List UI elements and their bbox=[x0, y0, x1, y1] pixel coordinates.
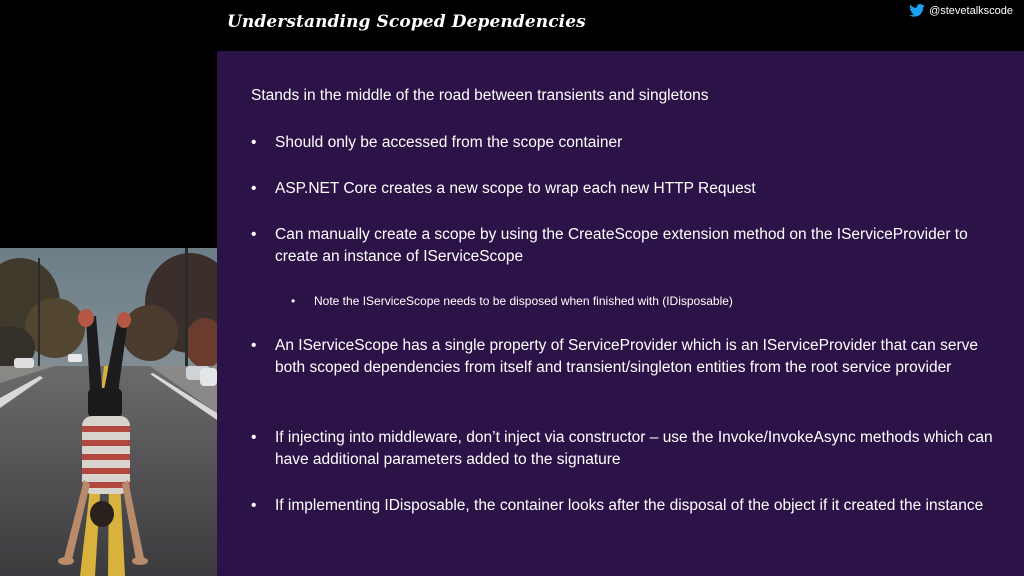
bullet-icon: • bbox=[251, 134, 257, 151]
list-item bbox=[251, 132, 996, 154]
list-item-text: Should only be accessed from the scope container bbox=[275, 134, 623, 151]
bullet-icon: • bbox=[251, 429, 257, 446]
list-item-text: Note the IServiceScope needs to be disposed when finished with (IDisposable) bbox=[314, 294, 733, 308]
bullet-icon: • bbox=[251, 180, 257, 197]
list-item bbox=[251, 427, 996, 471]
twitter-bird-icon bbox=[909, 4, 925, 17]
list-item-text: An IServiceScope has a single property of ServiceProvider which is an IServiceProvider that can serve both scoped dependencies from itself and transient/singleton entities from the root service provider bbox=[275, 337, 979, 376]
handstand-on-road-photo bbox=[0, 248, 217, 576]
twitter-handle bbox=[909, 4, 1013, 17]
slide-title: Understanding Scoped Dependencies bbox=[227, 12, 586, 32]
list-item-text: If injecting into middleware, don’t inject via constructor – use the Invoke/InvokeAsync methods which can have additional parameters added to the signature bbox=[275, 429, 993, 468]
twitter-handle-text: @stevetalkscode bbox=[929, 4, 1013, 17]
content-panel bbox=[217, 51, 1024, 576]
list-item bbox=[251, 335, 996, 379]
list-item bbox=[251, 178, 996, 200]
list-item-text: If implementing IDisposable, the container looks after the disposal of the object if it created the instance bbox=[275, 497, 984, 514]
list-item-sub bbox=[291, 293, 1024, 309]
bullet-icon: • bbox=[251, 226, 257, 243]
list-item bbox=[251, 224, 996, 268]
bullet-icon: • bbox=[251, 497, 257, 514]
bullet-icon: • bbox=[291, 294, 296, 308]
bullet-icon: • bbox=[251, 337, 257, 354]
list-item-text: Can manually create a scope by using the CreateScope extension method on the IServiceProvider to create an instance of IServiceScope bbox=[275, 226, 968, 265]
list-item-text: ASP.NET Core creates a new scope to wrap each new HTTP Request bbox=[275, 180, 756, 197]
intro-text: Stands in the middle of the road between transients and singletons bbox=[251, 87, 709, 104]
list-item bbox=[251, 495, 996, 517]
